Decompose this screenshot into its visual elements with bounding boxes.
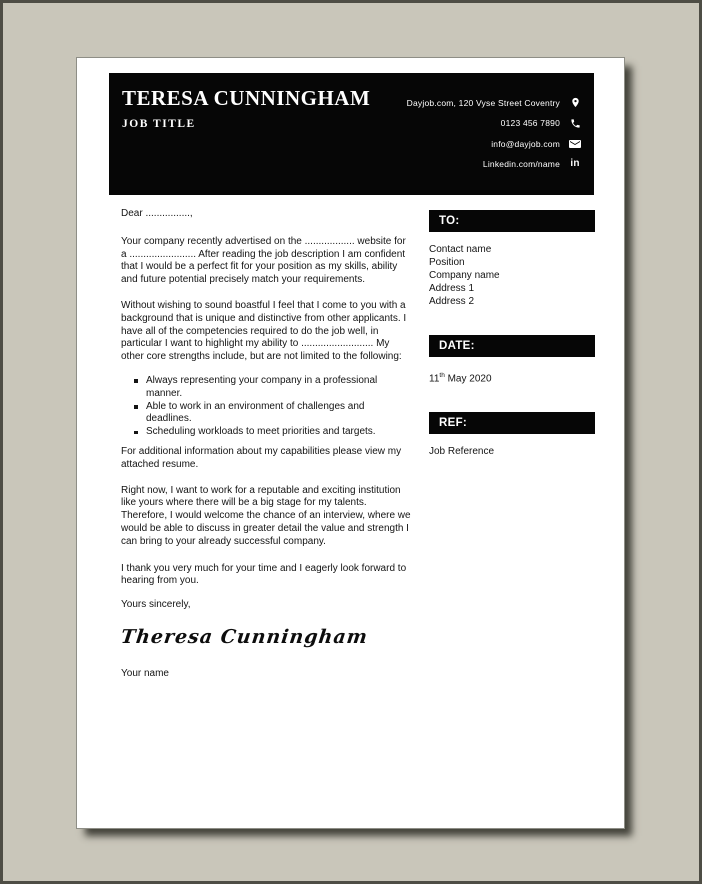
sidebar — [429, 210, 595, 458]
bullet-marker — [134, 379, 138, 383]
paragraph: Your company recently advertised on the .................. website for a ........................ After reading the job description I am confident that I would be a perfect fit for your position as my skills, ability and future potential precisely match your requirements. — [121, 235, 406, 286]
phone-icon — [569, 117, 581, 129]
letter-page — [76, 57, 625, 829]
recipient-address-1: Address 1 — [429, 282, 475, 294]
bullet-item — [121, 426, 411, 439]
job-title: JOB TITLE — [122, 118, 196, 130]
contact-row-address — [407, 96, 581, 109]
bullet-text: Able to work in an environment of challenges and deadlines. — [146, 400, 365, 425]
contact-row-phone — [407, 117, 581, 130]
ref-heading-bar: REF: — [429, 412, 595, 434]
header-band — [109, 73, 594, 195]
date-rest: May 2020 — [444, 372, 492, 384]
recipient-block — [429, 244, 595, 309]
date-value — [429, 369, 595, 385]
contact-row-linkedin — [407, 158, 581, 171]
phone-text: 0123 456 7890 — [500, 118, 560, 128]
letter-body — [121, 208, 411, 681]
contact-block — [407, 96, 581, 171]
paragraph: I thank you very much for your time and I eagerly look forward to hearing from you. — [121, 562, 407, 587]
date-heading-bar: DATE: — [429, 335, 595, 357]
recipient-contact-name: Contact name — [429, 244, 492, 255]
bullet-item — [121, 375, 411, 401]
person-name: TERESA CUNNINGHAM — [122, 86, 371, 110]
recipient-address-2: Address 2 — [429, 295, 475, 307]
date-ordinal: th — [439, 371, 445, 379]
address-text: Dayjob.com, 120 Vyse Street Coventry — [406, 97, 560, 108]
bullet-text: Always representing your company in a professional manner. — [146, 374, 378, 399]
recipient-company-name: Company name — [429, 269, 500, 281]
linkedin-text: Linkedin.com/name — [482, 159, 560, 169]
bullet-marker — [134, 405, 138, 409]
handwritten-signature: Theresa Cunningham — [119, 625, 370, 648]
contact-row-email — [407, 137, 581, 150]
email-text: info@dayjob.com — [491, 138, 560, 149]
paragraph: Without wishing to sound boastful I feel that I come to you with a background that is unique and distinctive from other applicants. I have all of the competencies required to do the job well, in particular I want to highlight my ability to .......................... My other core strengths include, but are not limited to the following: — [121, 299, 407, 363]
linkedin-icon: in — [570, 158, 580, 169]
bullet-item — [121, 401, 411, 427]
recipient-position: Position — [429, 256, 465, 268]
location-pin-icon — [569, 97, 581, 109]
date-day: 11 — [429, 372, 440, 384]
bullet-marker — [134, 431, 138, 435]
envelope-icon — [569, 138, 581, 150]
salutation: Dear ................, — [121, 208, 193, 219]
paragraph: For additional information about my capabilities please view my attached resume. — [121, 445, 402, 470]
typed-name: Your name — [121, 667, 169, 679]
bullet-text: Scheduling workloads to meet priorities and targets. — [146, 426, 376, 438]
bullet-list — [121, 375, 411, 439]
closing-line: Yours sincerely, — [121, 599, 191, 611]
to-heading-bar: TO: — [429, 210, 595, 232]
paragraph: Right now, I want to work for a reputable and exciting institution like yours where there will be a big stage for my talents. Therefore, I would welcome the chance of an interview, where we would be able to discuss in greater detail the value and strength I can bring to your already successful company. — [121, 484, 411, 547]
ref-value: Job Reference — [429, 445, 495, 457]
